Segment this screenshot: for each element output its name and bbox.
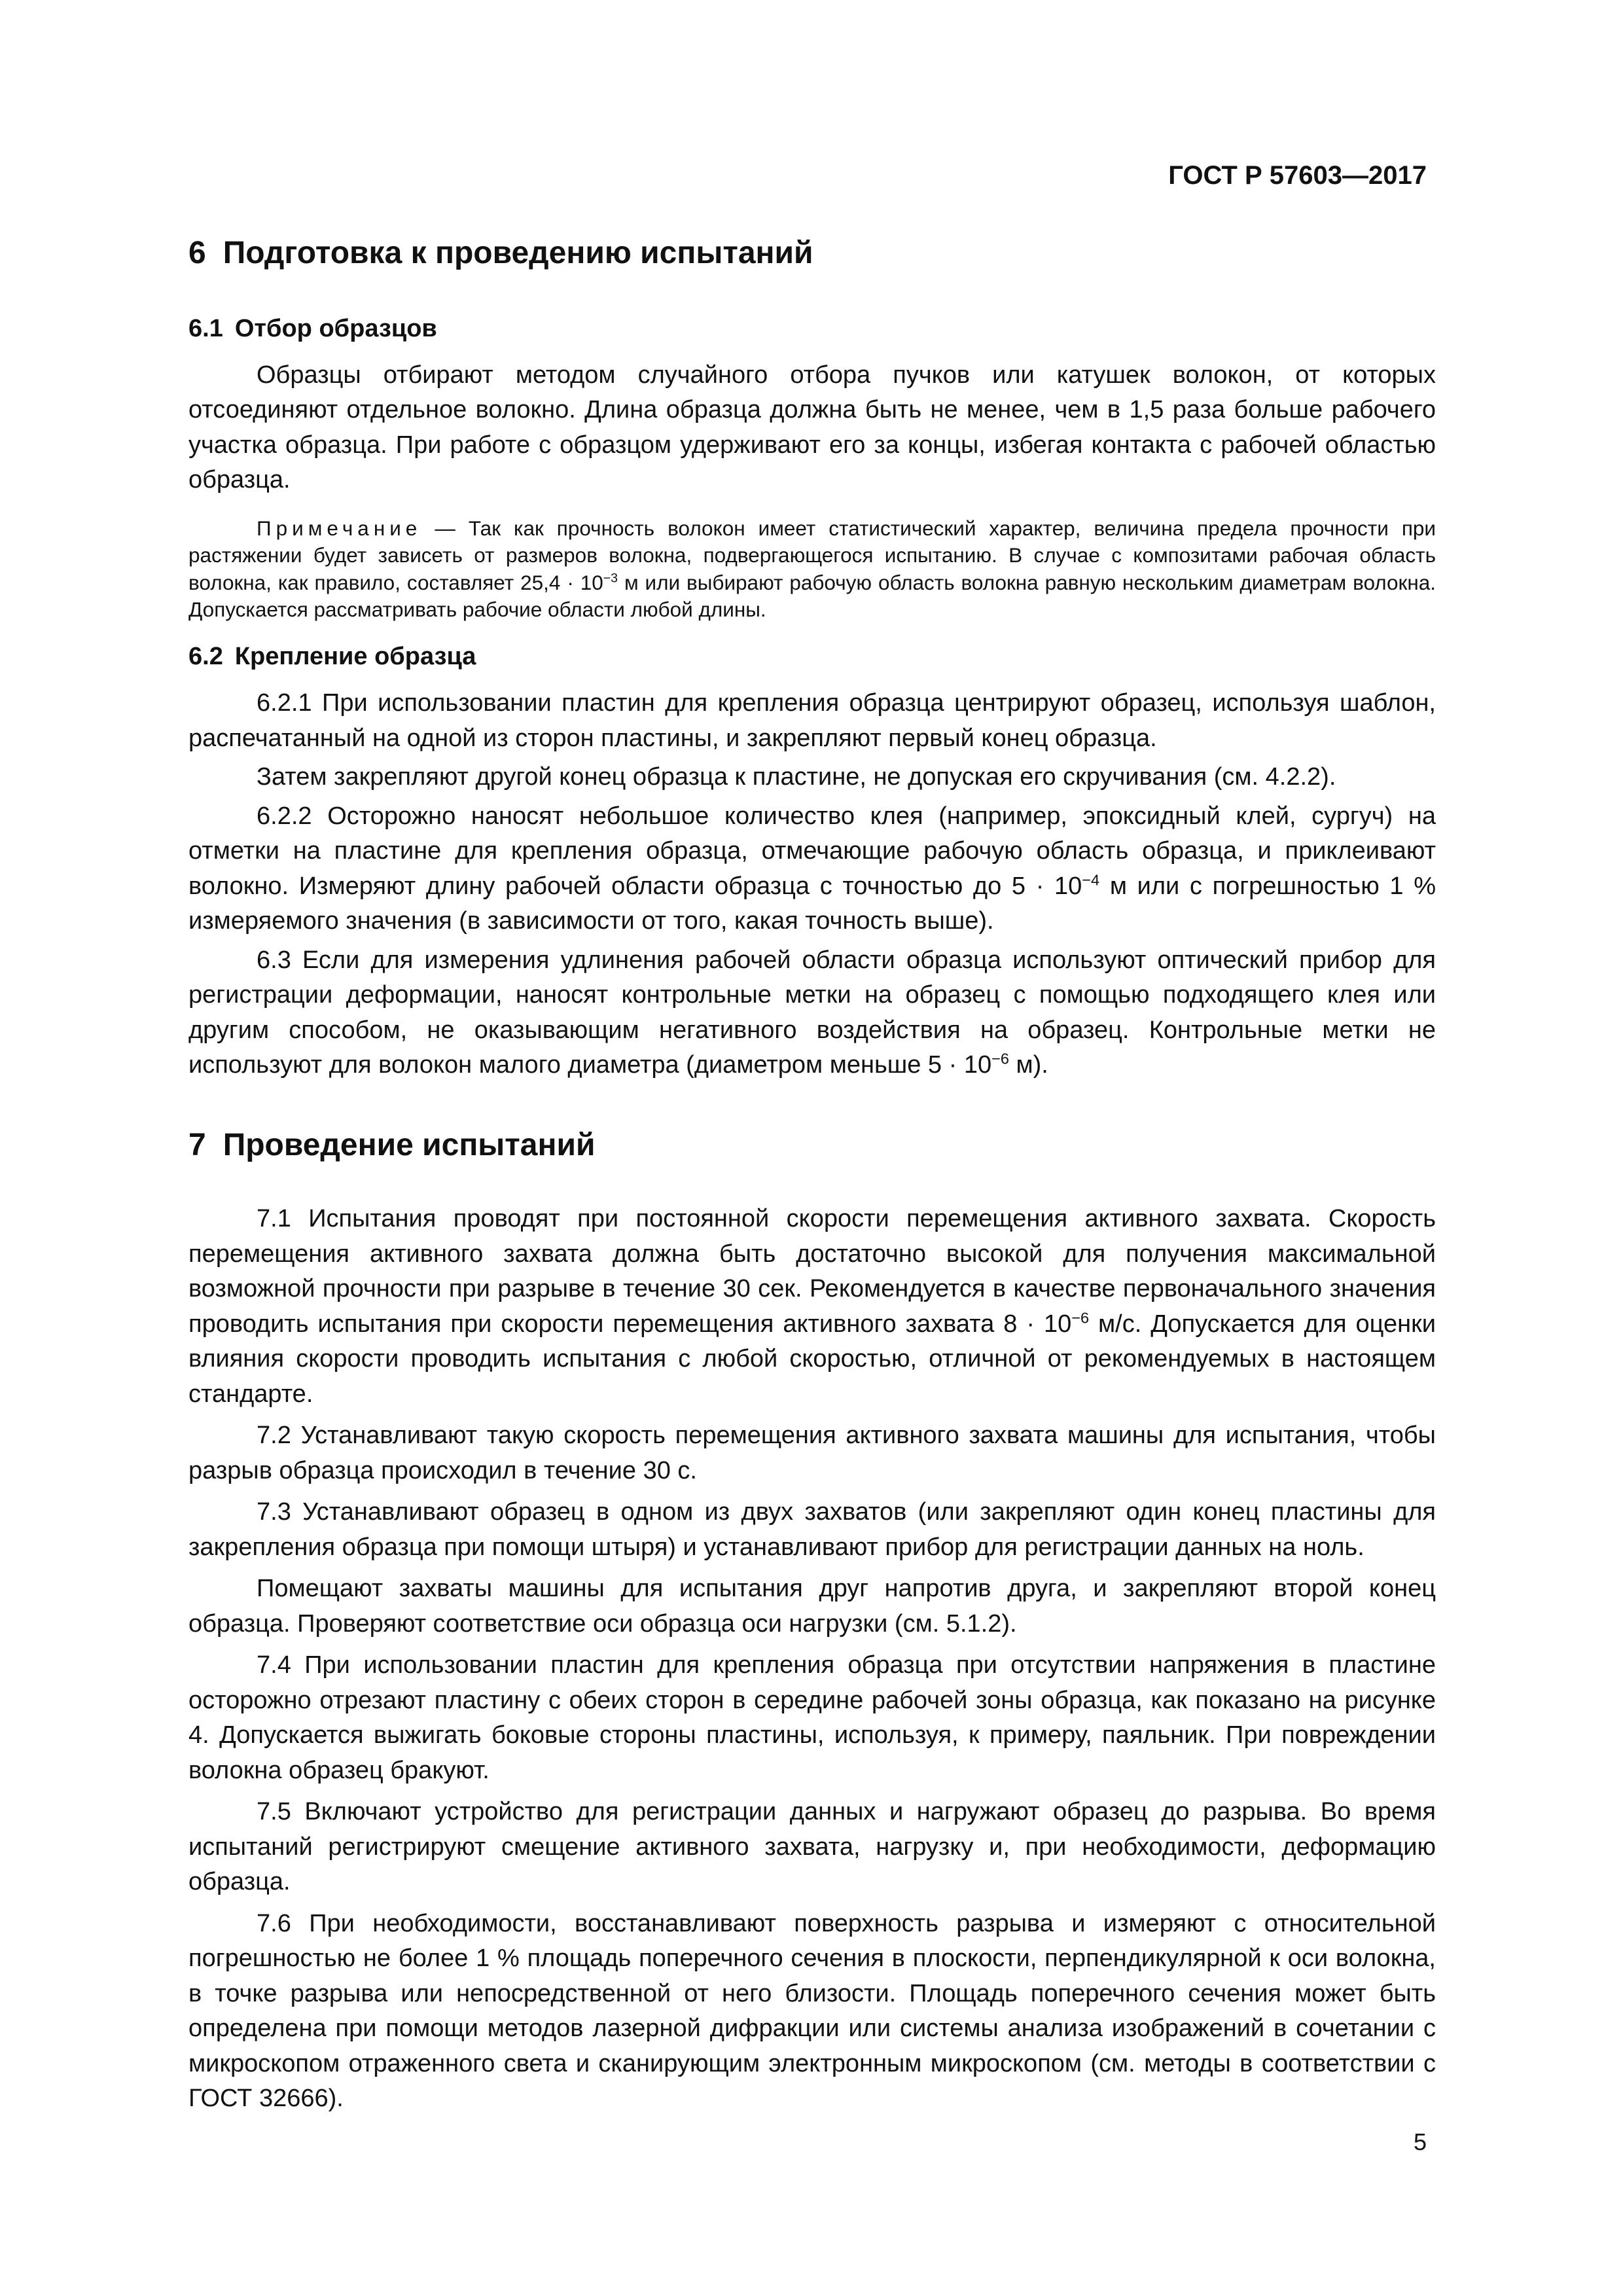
subsection-6-2-number: 6.2	[188, 642, 223, 670]
subsection-6-2-heading	[188, 641, 1436, 673]
paragraph-6-2-2-part2: м или с погрешностью 1 % измеряемого значения (в зависимости от того, какая точность выше).	[188, 872, 1436, 935]
note-exponent: −3	[603, 571, 618, 586]
note-text-part1: — Так как прочность волокон имеет статистический характер, величина предела прочности при растяжении будет зависеть от размеров волокна, подвергающегося испытанию. В случае с композитами рабочая область волокна, как правило, составляет 25,4 · 10	[188, 516, 1436, 594]
paragraph-6-1: Образцы отбирают методом случайного отбора пучков или катушек волокон, от которых отсоединяют отдельное волокно. Длина образца должна быть не менее, чем в 1,5 раза больше рабочего участка образца. При работе с образцом удерживают его за концы, избегая контакта с рабочей областью образца.	[188, 361, 1436, 494]
section-7-title: Проведение испытаний	[223, 1127, 596, 1162]
section-6-number: 6	[188, 236, 206, 270]
paragraph-6-2-1-continued: Затем закрепляют другой конец образца к пластине, не допуская его скручивания (см. 4.2.2).	[257, 763, 1336, 791]
paragraph-6-2-1: 6.2.1 При использовании пластин для крепления образца центрируют образец, используя шаблон, распечатанный на одной из сторон пластины, и закрепляют первый конец образца.	[188, 689, 1436, 752]
section-7-heading	[188, 1126, 1436, 1164]
paragraph-7-1-part1: 7.1 Испытания проводят при постоянной скорости перемещения активного захвата. Скорость перемещения активного захвата должна быть достаточно высокой для получения максимальной возможной прочности при разрыве в течение 30 сек. Рекомендуется в качестве первоначального значения проводить испытания при скорости перемещения активного захвата 8 · 10	[188, 1205, 1436, 1338]
paragraph-7-3-continued: Помещают захваты машины для испытания друг напротив друга, и закрепляют второй конец образца. Проверяют соответствие оси образца оси нагрузки (см. 5.1.2).	[188, 1575, 1436, 1638]
subsection-6-1-number: 6.1	[188, 314, 223, 342]
paragraph-7-4: 7.4 При использовании пластин для крепления образца при отсутствии напряжения в пластине осторожно отрезают пластину с обеих сторон в середине рабочей зоны образца, как показано на рисунке 4. Допускается выжигать боковые стороны пластины, используя, к примеру, паяльник. При повреждении волокна образец бракуют.	[188, 1651, 1436, 1784]
note-paragraph	[188, 515, 1436, 624]
note-label: Примечание	[257, 516, 422, 540]
paragraph-7-2: 7.2 Устанавливают такую скорость перемещения активного захвата машины для испытания, чтобы разрыв образца происходил в течение 30 с.	[188, 1422, 1436, 1484]
subsection-6-1-title: Отбор образцов	[234, 314, 437, 342]
paragraph-6-2-2-exponent: −4	[1082, 871, 1100, 889]
section-6-heading	[188, 234, 1436, 272]
paragraph-6-3-part2: м).	[1008, 1051, 1048, 1079]
paragraph-6-3-part1: 6.3 Если для измерения удлинения рабочей области образца используют оптический прибор для регистрации деформации, наносят контрольные метки на образец с помощью подходящего клея или другим способом, не оказывающим негативного воздействия на образец. Контрольные метки не используют для волокон малого диаметра (диаметром меньше 5 · 10	[188, 946, 1436, 1079]
paragraph-6-3	[188, 943, 1436, 1083]
paragraph-7-3: 7.3 Устанавливают образец в одном из двух захватов (или закрепляют один конец пластины для закрепления образца при помощи штыря) и устанавливают прибор для регистрации данных на ноль.	[188, 1498, 1436, 1561]
standard-designation: ГОСТ Р 57603—2017	[1168, 161, 1427, 190]
paragraph-7-1-exponent: −6	[1071, 1309, 1090, 1327]
paragraph-6-3-exponent: −6	[991, 1050, 1009, 1067]
subsection-6-1-heading	[188, 313, 1436, 345]
subsection-6-2-title: Крепление образца	[234, 642, 476, 670]
paragraph-7-5: 7.5 Включают устройство для регистрации данных и нагружают образец до разрыва. Во время испытаний регистрируют смещение активного захвата, нагрузку и, при необходимости, деформацию образца.	[188, 1798, 1436, 1896]
page-content	[188, 229, 1436, 2123]
paragraph-6-2-2	[188, 799, 1436, 939]
paragraph-7-1	[188, 1202, 1436, 1412]
page-number: 5	[1413, 2128, 1427, 2155]
section-7-number: 7	[188, 1127, 206, 1162]
paragraph-6-2-2-part1: 6.2.2 Осторожно наносят небольшое количество клея (например, эпоксидный клей, сургуч) на отметки на пластине для крепления образца, отмечающие рабочую область образца, и приклеивают волокно. Измеряют длину рабочей области образца с точностью до 5 · 10	[188, 802, 1436, 900]
section-6-title: Подготовка к проведению испытаний	[223, 236, 813, 270]
note-text-part2: м или выбирают рабочую область волокна равную нескольким диаметрам волокна. Допускается рассматривать рабочие области любой длины.	[188, 570, 1436, 622]
paragraph-7-1-part2: м/с. Допускается для оценки влияния скорости проводить испытания с любой скоростью, отличной от рекомендуемых в настоящем стандарте.	[188, 1310, 1436, 1408]
paragraph-7-6: 7.6 При необходимости, восстанавливают поверхность разрыва и измеряют с относительной погрешностью не более 1 % площадь поперечного сечения в плоскости, перпендикулярной к оси волокна, в точке разрыва или непосредственной от него близости. Площадь поперечного сечения может быть определена при помощи методов лазерной дифракции или системы анализа изображений в сочетании с микроскопом отраженного света и сканирующим электронным микроскопом (см. методы в соответствии с ГОСТ 32666).	[188, 1909, 1436, 2113]
